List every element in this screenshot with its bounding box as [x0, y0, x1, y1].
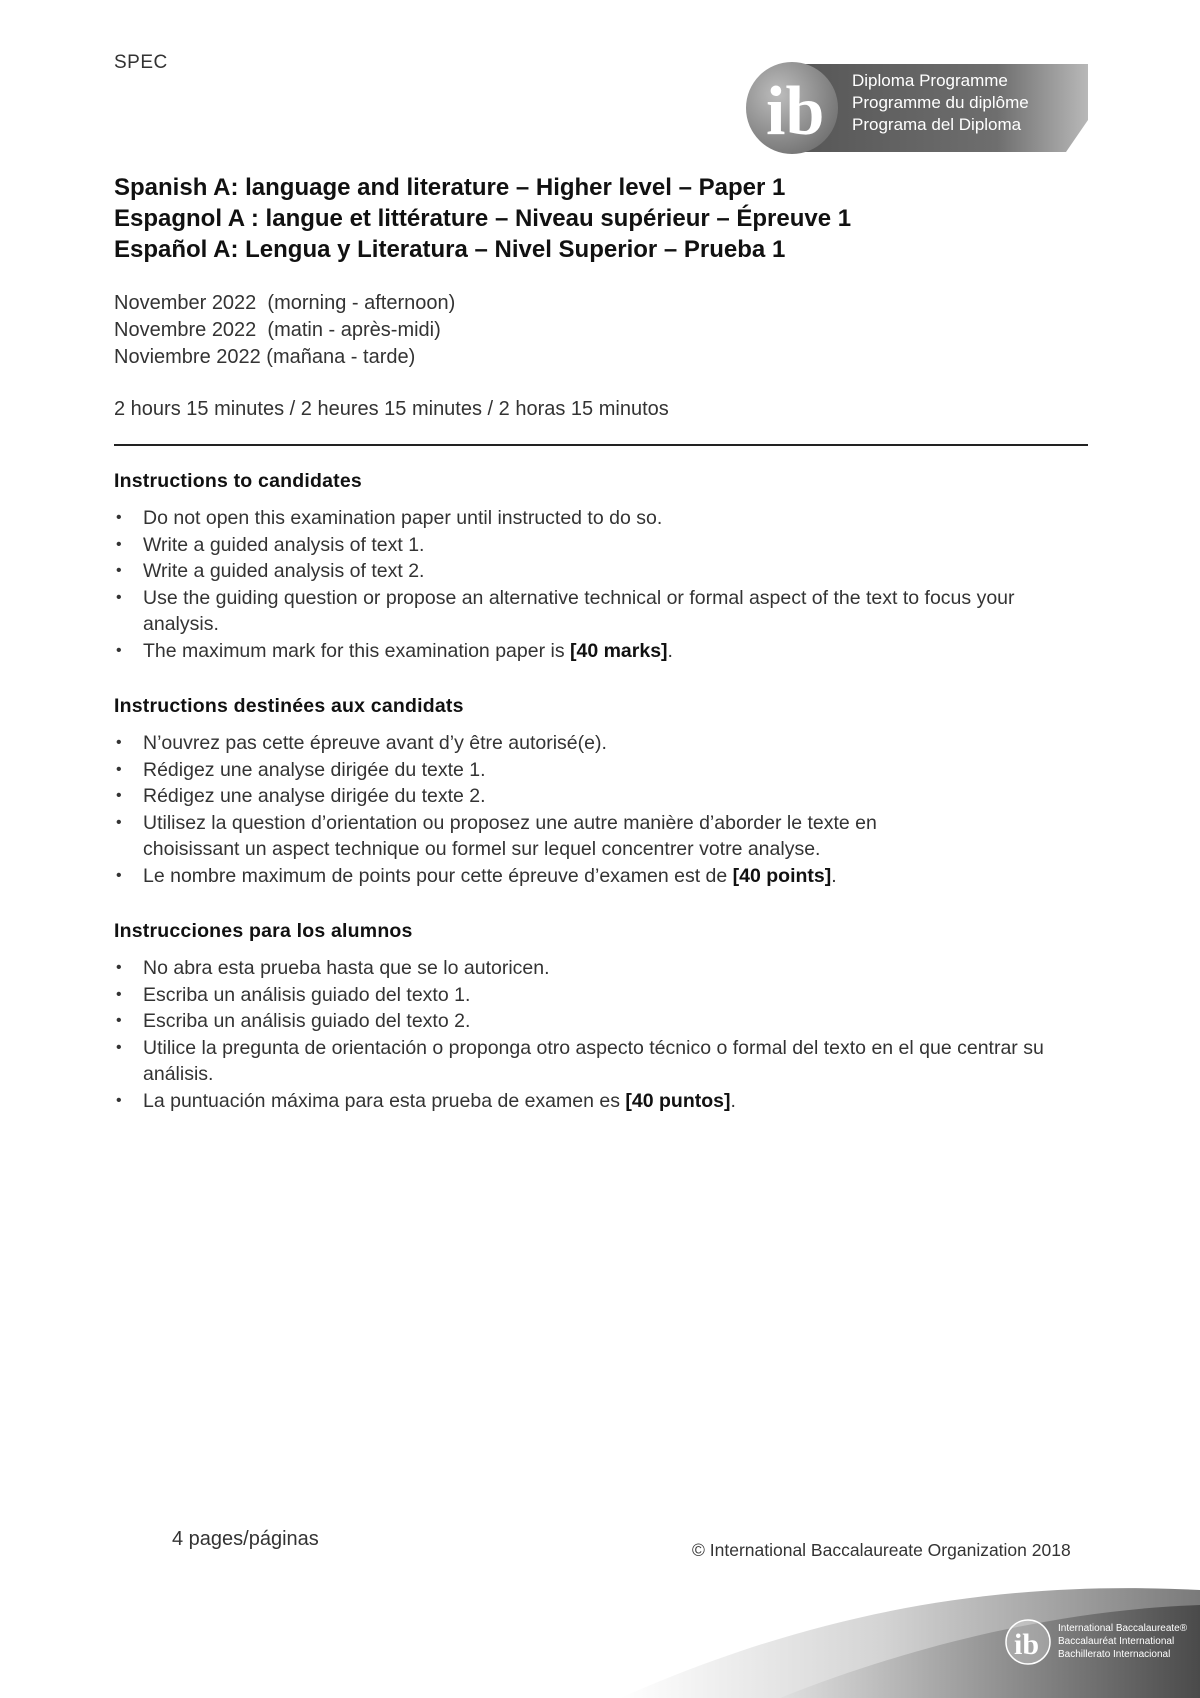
title-english: Spanish A: language and literature – Higher level – Paper 1 [114, 174, 786, 201]
list-item [114, 863, 1088, 890]
divider [114, 444, 1088, 446]
instructions-french [114, 695, 1088, 889]
section-heading: Instrucciones para los alumnos [114, 920, 413, 942]
instruction-list [114, 730, 1088, 889]
paper-code: SPEC [114, 52, 168, 73]
list-item: • Write a guided analysis of text 2. [114, 558, 1088, 585]
section-heading: Instructions to candidates [114, 470, 362, 492]
item-text: Le nombre maximum de points pour cette épreuve d’examen est de [143, 864, 733, 887]
list-item: • Escriba un análisis guiado del texto 1. [114, 982, 1088, 1009]
instruction-list [114, 505, 1088, 664]
list-item: • Rédigez une analyse dirigée du texte 1. [114, 757, 1088, 784]
item-text: . [667, 639, 673, 662]
list-item [114, 1088, 1088, 1115]
list-item: • No abra esta prueba hasta que se lo autoricen. [114, 955, 1088, 982]
page-count: 4 pages/páginas [172, 1528, 319, 1550]
item-text: The maximum mark for this examination paper is [143, 639, 570, 662]
list-item: • Write a guided analysis of text 1. [114, 532, 1088, 559]
section-heading: Instructions destinées aux candidats [114, 695, 464, 717]
copyright: © International Baccalaureate Organization 2018 [692, 1540, 1071, 1560]
instruction-list [114, 955, 1088, 1114]
list-item: • Utilisez la question d’orientation ou proposez une autre manière d’aborder le texte en choisissant un aspect technique ou formel sur lequel concentrer votre analyse. [114, 810, 1088, 863]
max-marks: [40 marks] [569, 639, 668, 662]
org-name-es: Bachillerato Internacional [1058, 1649, 1171, 1660]
max-points: [40 points] [732, 864, 832, 887]
list-item: • Use the guiding question or propose an alternative technical or formal aspect of the text to focus your analysis. [114, 585, 1088, 638]
exam-dates [114, 290, 455, 371]
ib-mini-mark: ib [1014, 1628, 1040, 1661]
date-french: Novembre 2022 (matin - après-midi) [114, 319, 441, 341]
paper-titles [114, 172, 1114, 265]
title-french: Espagnol A : langue et littérature – Niveau supérieur – Épreuve 1 [114, 205, 852, 232]
item-text: . [730, 1089, 736, 1112]
org-name-fr: Baccalauréat International [1058, 1636, 1175, 1647]
title-spanish: Español A: Lengua y Literatura – Nivel Superior – Prueba 1 [114, 236, 786, 263]
list-item: • N’ouvrez pas cette épreuve avant d’y être autorisé(e). [114, 730, 1088, 757]
max-puntos: [40 puntos] [625, 1089, 731, 1112]
ib-diploma-logo [744, 60, 1088, 156]
exam-duration: 2 hours 15 minutes / 2 heures 15 minutes / 2 horas 15 minutos [114, 398, 669, 420]
list-item: • Escriba un análisis guiado del texto 2. [114, 1008, 1088, 1035]
list-item: • Utilice la pregunta de orientación o proponga otro aspecto técnico o formal del texto en el que centrar su análisis. [114, 1035, 1088, 1088]
list-item: • Do not open this examination paper until instructed to do so. [114, 505, 1088, 532]
org-name-en: International Baccalaureate® [1058, 1623, 1188, 1634]
date-english: November 2022 (morning - afternoon) [114, 292, 456, 314]
instructions-english [114, 470, 1088, 664]
logo-line-2: Programme du diplôme [852, 93, 1029, 112]
logo-line-1: Diploma Programme [852, 71, 1008, 90]
logo-line-3: Programa del Diploma [852, 115, 1022, 134]
item-text: . [831, 864, 837, 887]
logo-mark: ib [766, 73, 825, 150]
instructions-spanish [114, 920, 1088, 1114]
list-item [114, 638, 1088, 665]
date-spanish: Noviembre 2022 (mañana - tarde) [114, 346, 416, 368]
footer-graphic [0, 1570, 1200, 1698]
item-text: La puntuación máxima para esta prueba de examen es [143, 1089, 626, 1112]
list-item: • Rédigez une analyse dirigée du texte 2. [114, 783, 1088, 810]
